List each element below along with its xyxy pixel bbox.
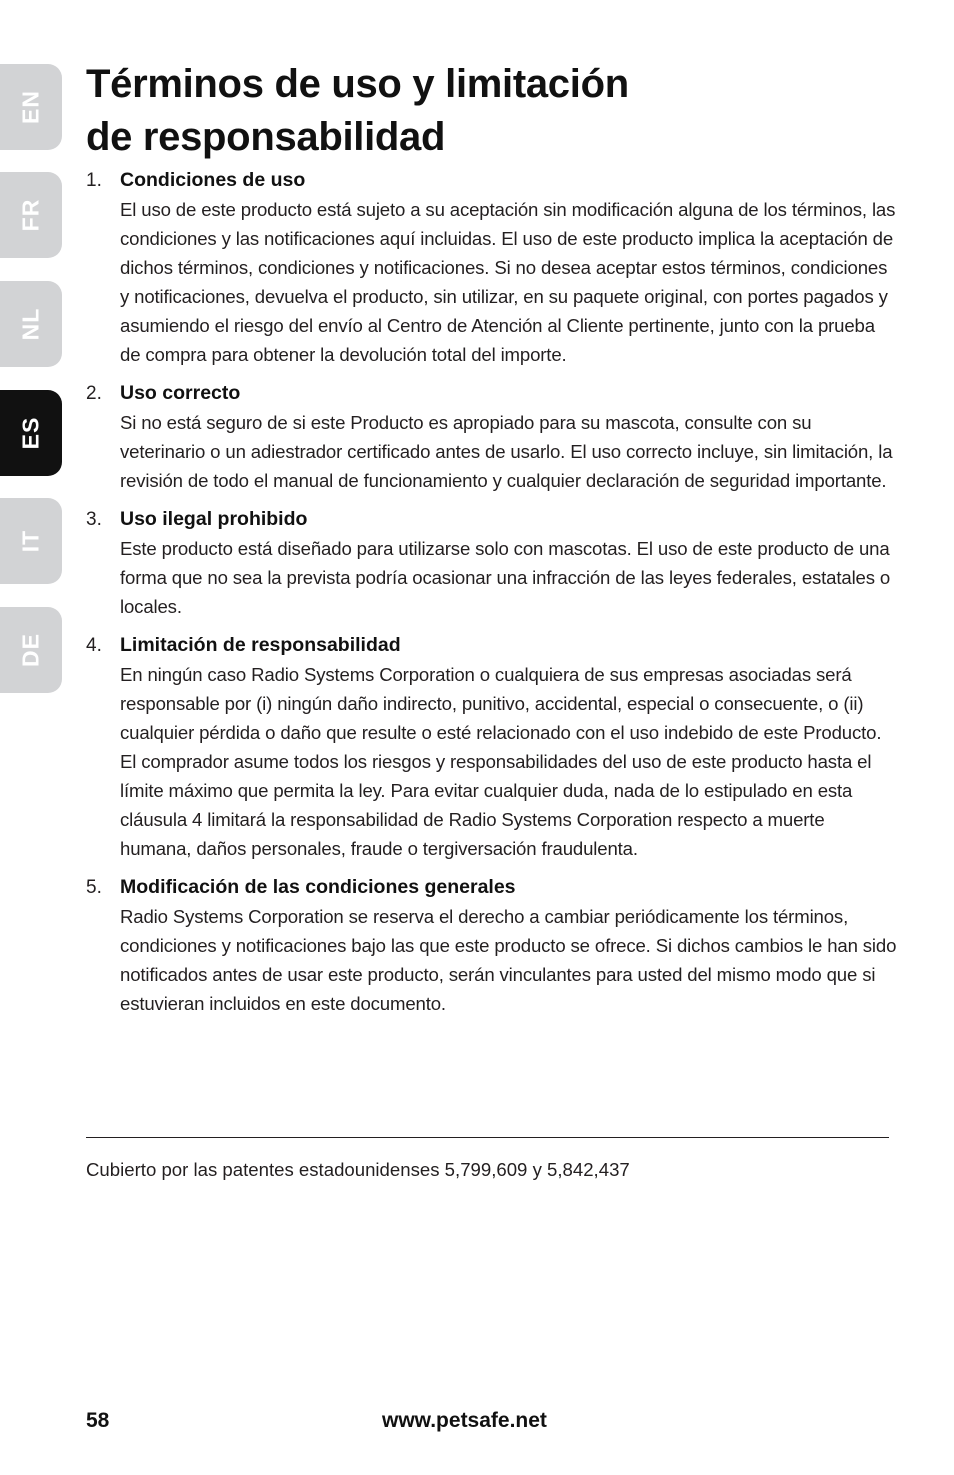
lang-tab-it[interactable]	[0, 498, 62, 584]
lang-tab-label: ES	[17, 416, 44, 450]
lang-tab-de[interactable]	[0, 607, 62, 693]
term-number: 5.	[86, 877, 102, 898]
lang-tab-fr[interactable]	[0, 172, 62, 258]
website-link[interactable]: www.petsafe.net	[382, 1409, 547, 1432]
lang-tab-label: FR	[17, 198, 44, 232]
term-heading: Modificación de las condiciones generales	[120, 876, 516, 898]
term-body: En ningún caso Radio Systems Corporation o cualquiera de sus empresas asociadas será responsable por (i) ningún daño indirecto, punitivo, accidental, especial o consecuente, o (ii) cualquier pérdida o daño que resulte o esté relacionado con el uso indebido de este Producto. El comprador asume todos los riesgos y responsabilidades del uso de este producto hasta el límite máximo que permita la ley. Para evitar cualquier duda, nada de lo estipulado en esta cláusula 4 limitará la responsabilidad de Radio Systems Corporation respecto a muerte humana, daños personales, fraude o tergiversación fraudulenta.	[120, 664, 882, 859]
lang-tab-nl[interactable]	[0, 281, 62, 367]
term-heading: Uso correcto	[120, 382, 241, 404]
lang-tab-label: IT	[17, 529, 44, 553]
term-section	[86, 379, 898, 495]
term-number: 2.	[86, 383, 102, 404]
term-number: 1.	[86, 170, 102, 191]
term-section	[86, 505, 898, 621]
lang-tab-en[interactable]	[0, 64, 62, 150]
term-heading: Condiciones de uso	[120, 169, 306, 191]
page-title-line-2: de responsabilidad	[86, 115, 446, 159]
lang-tab-label: NL	[17, 307, 44, 341]
section-divider	[86, 1137, 889, 1138]
term-heading: Uso ilegal prohibido	[120, 508, 308, 530]
term-number: 4.	[86, 635, 102, 656]
lang-tab-es[interactable]	[0, 390, 62, 476]
term-section	[86, 873, 898, 1018]
page-title-line-1: Términos de uso y limitación	[86, 62, 629, 106]
lang-tab-label: EN	[17, 90, 44, 124]
page-number: 58	[86, 1409, 110, 1432]
term-body: El uso de este producto está sujeto a su aceptación sin modificación alguna de los términos, las condiciones y las notificaciones aquí incluidas. El uso de este producto implica la aceptación de dichos términos, condiciones y notificaciones. Si no desea aceptar estos términos, condiciones y notificaciones, devuelva el producto, sin utilizar, en su paquete original, con portes pagados y asumiendo el riesgo del envío al Centro de Atención al Cliente pertinente, junto con la prueba de compra para obtener la devolución total del importe.	[120, 199, 896, 365]
term-section	[86, 166, 898, 369]
lang-tab-label: DE	[17, 633, 44, 667]
term-heading: Limitación de responsabilidad	[120, 634, 401, 656]
term-body: Radio Systems Corporation se reserva el derecho a cambiar periódicamente los términos, condiciones y notificaciones bajo las que este producto se ofrece. Si dichos cambios le han sido notificados antes de usar este producto, serán vinculantes para usted del mismo modo que si estuvieran incluidos en este documento.	[120, 906, 897, 1014]
term-body: Este producto está diseñado para utilizarse solo con mascotas. El uso de este producto de una forma que no sea la prevista podría ocasionar una infracción de las leyes federales, estatales o locales.	[120, 538, 891, 617]
term-section	[86, 631, 898, 863]
term-number: 3.	[86, 509, 102, 530]
terms-list	[86, 166, 898, 1028]
patents-note: Cubierto por las patentes estadounidenses 5,799,609 y 5,842,437	[86, 1159, 630, 1180]
page-title	[86, 58, 629, 164]
term-body: Si no está seguro de si este Producto es apropiado para su mascota, consulte con su veterinario o un adiestrador certificado antes de usarlo. El uso correcto incluye, sin limitación, la revisión de todo el manual de funcionamiento y cualquier declaración de seguridad importante.	[120, 412, 893, 491]
